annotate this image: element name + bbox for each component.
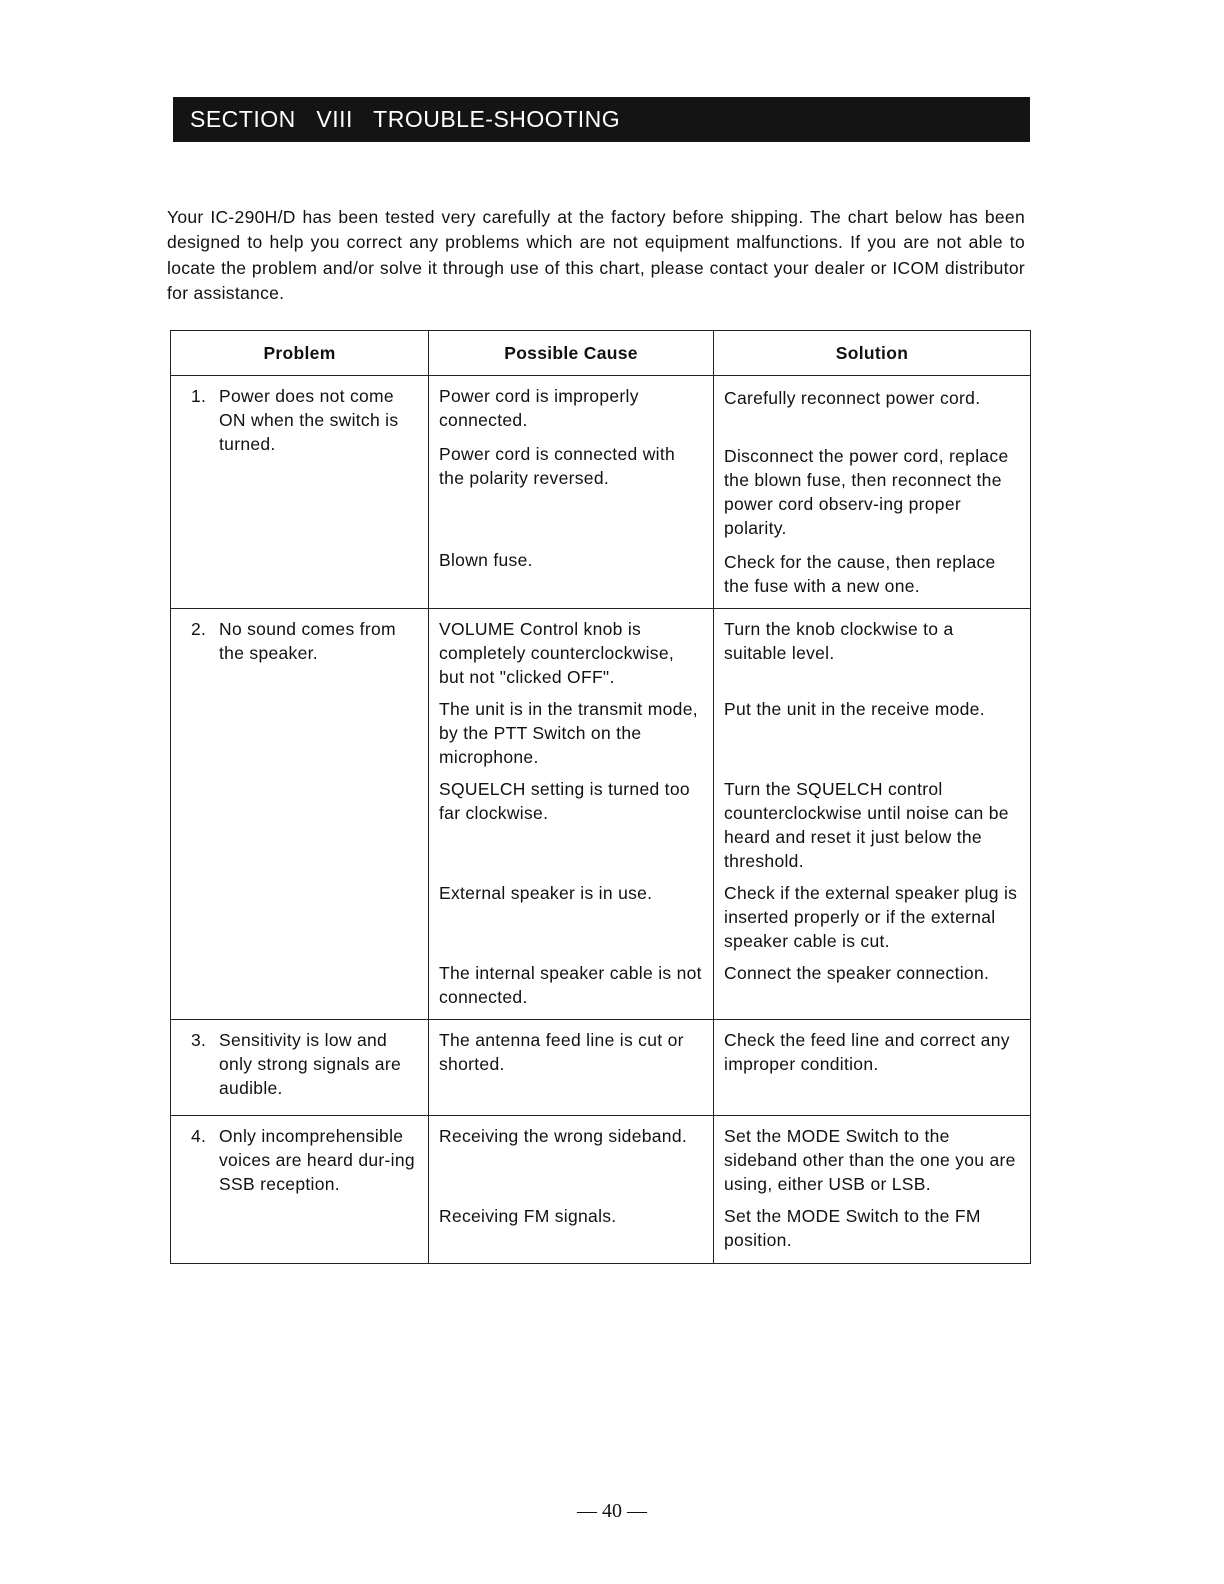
solution-item: Check the feed line and correct any improper condition. [724,1030,1010,1074]
problem-text: Only incomprehensible voices are heard dur-ing SSB reception. [219,1126,415,1194]
solution-cell [714,1116,1031,1264]
solution-cell [714,376,1031,609]
cause-cell [429,1020,714,1116]
cause-item: Power cord is improperly connected. [439,386,639,430]
cause-cell [429,376,714,609]
cause-item: The antenna feed line is cut or shorted. [439,1030,684,1074]
cause-item: SQUELCH setting is turned too far clockwise. [439,779,690,823]
problem-cell [171,1020,429,1116]
troubleshooting-table [170,330,1031,1264]
cause-item: Power cord is connected with the polarity reversed. [439,444,676,488]
solution-item: Set the MODE Switch to the sideband other than the one you are using, either USB or LSB. [724,1126,1016,1194]
solution-item: Connect the speaker connection. [724,963,990,983]
problem-text: No sound comes from the speaker. [219,619,396,663]
table-header-row [171,331,1031,376]
header-solution: Solution [714,331,1031,376]
cause-item: Receiving FM signals. [439,1206,617,1226]
problem-text: Sensitivity is low and only strong signals are audible. [219,1030,401,1098]
cause-item: External speaker is in use. [439,883,653,903]
table-row [171,1020,1031,1116]
cause-item: Receiving the wrong sideband. [439,1126,688,1146]
problem-cell [171,376,429,609]
problem-number: 3. [191,1030,207,1050]
solution-item: Turn the SQUELCH control counterclockwise until noise can be heard and reset it just below the threshold. [724,779,1009,871]
table-row [171,1116,1031,1264]
problem-cell [171,1116,429,1264]
problem-number: 2. [191,619,207,639]
solution-item: Set the MODE Switch to the FM position. [724,1206,981,1250]
solution-item: Put the unit in the receive mode. [724,699,985,719]
cause-item: The internal speaker cable is not connected. [439,963,702,1007]
cause-item: The unit is in the transmit mode, by the PTT Switch on the microphone. [439,699,698,767]
header-possible-cause: Possible Cause [429,331,714,376]
solution-item: Check if the external speaker plug is inserted properly or if the external speaker cable is cut. [724,883,1018,951]
solution-cell [714,1020,1031,1116]
solution-item: Turn the knob clockwise to a suitable level. [724,619,954,663]
table-row [171,609,1031,1020]
solution-item: Carefully reconnect power cord. [724,388,981,408]
intro-paragraph: Your IC-290H/D has been tested very carefully at the factory before shipping. The chart below has been designed to help you correct any problems which are not equipment malfunctions. If you are not able to locate the problem and/or solve it through use of this chart, please contact your dealer or ICOM distributor for assistance. [167,206,1025,303]
section-title: SECTION VIII TROUBLE-SHOOTING [173,97,1030,142]
problem-number: 1. [191,386,207,406]
cause-item: VOLUME Control knob is completely counterclockwise, but not "clicked OFF". [439,619,675,687]
table-row [171,376,1031,609]
solution-cell [714,609,1031,1020]
solution-item: Check for the cause, then replace the fuse with a new one. [724,552,996,596]
cause-cell [429,609,714,1020]
problem-number: 4. [191,1126,207,1146]
cause-item: Blown fuse. [439,550,533,570]
problem-cell [171,609,429,1020]
page-number: — 40 — [577,1500,647,1522]
problem-text: Power does not come ON when the switch is turned. [219,386,399,454]
solution-item: Disconnect the power cord, replace the blown fuse, then reconnect the power cord observ-ing proper polarity. [724,446,1009,538]
cause-cell [429,1116,714,1264]
header-problem: Problem [171,331,429,376]
